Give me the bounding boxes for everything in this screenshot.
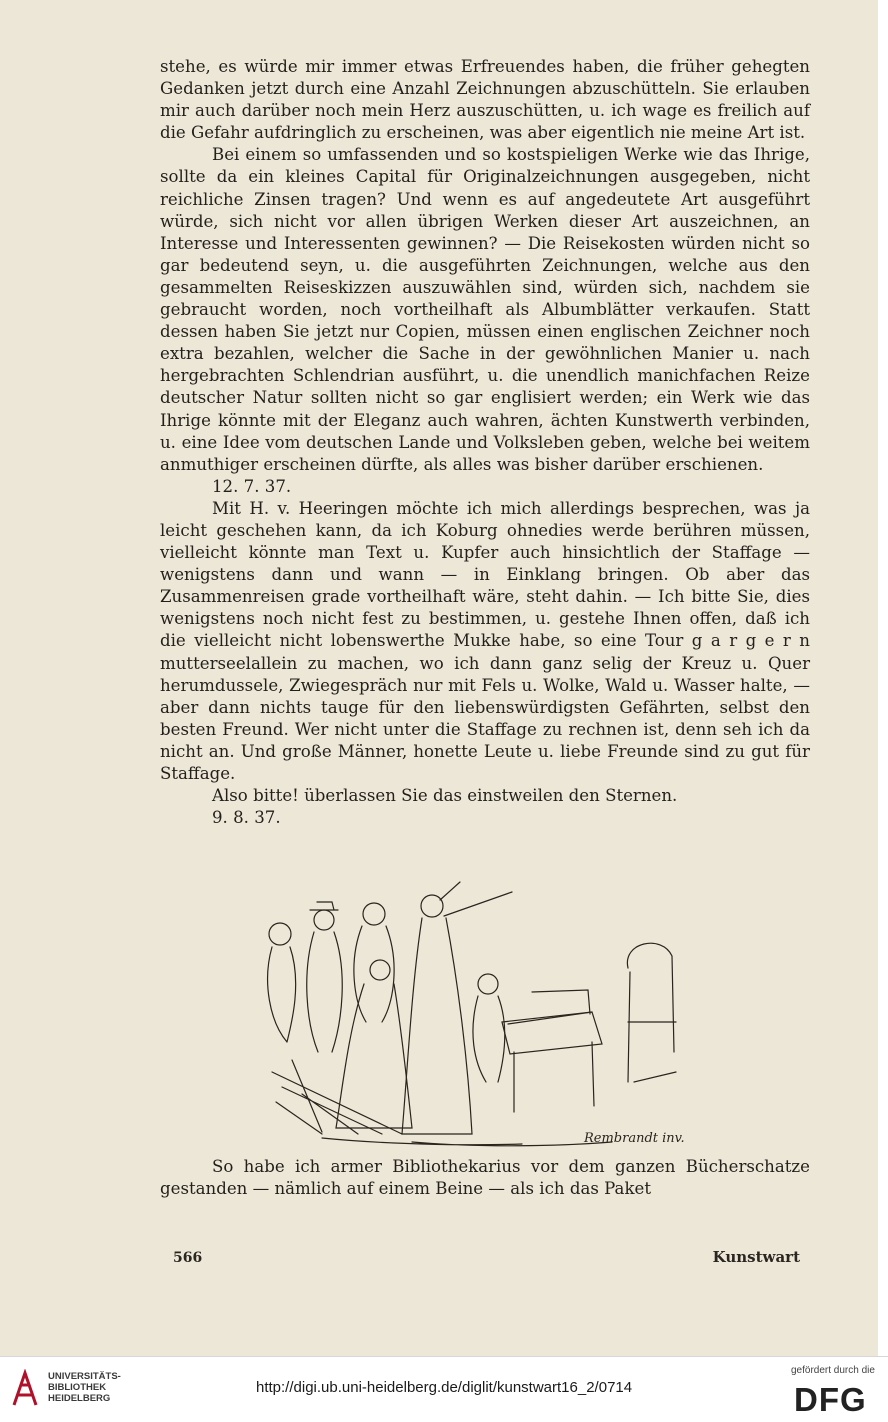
dfg-logo[interactable]: DFG [794,1381,867,1418]
post-illustration-text [160,1156,810,1200]
viewer-footer [0,1356,888,1422]
page-number: 566 [173,1250,203,1266]
paragraph-4: Also bitte! überlassen Sie das einstweilen den Sternen. [212,786,678,806]
running-title: Kunstwart [712,1248,800,1266]
paragraph-5: So habe ich armer Bibliothekarius vor dem ganzen Bücherschatze gestanden — nämlich auf einem Beine — als ich das Paket [160,1157,810,1199]
letter-date-1: 12. 7. 37. [212,476,292,496]
page-body [160,56,810,829]
university-library-logo-icon[interactable] [10,1369,40,1409]
library-name-line-1: UNIVERSITÄTS- [48,1371,121,1382]
paragraph-3: Mit H. v. Heeringen möchte ich mich allerdings besprechen, was ja leicht geschehen kann, da ich Koburg ohnedies werde berühren müssen, vielleicht könnte man Text u. Kupfer auch hinsichtlich der Staffage — wenigstens dann und wann — in Einklang bringen. Ob aber das Zusammenreisen grade vortheilhaft wäre, steht dahin. — Ich bitte Sie, dies wenigstens noch nicht fest zu bestimmen, u. gestehe Ihnen offen, daß ich die vielleicht nicht lobenswerthe Mukke habe, so eine Tour g a r g e r n mutterseelallein zu machen, wo ich dann ganz selig der Kreuz u. Quer herumdussele, Zwiegespräch nur mit Fels u. Wolke, Wald u. Wasser halte, — aber dann nichts tauge für den liebenswürdigsten Gefährten, selbst den besten Freund. Wer nicht unter die Staffage zu rechnen ist, denn seh ich da nicht an. Und große Männer, honette Leute u. liebe Freunde sind zu gut für Staffage. [160,498,810,783]
letter-date-2: 9. 8. 37. [212,808,281,828]
illustration-signature: Rembrandt inv. [584,1131,685,1146]
library-name-line-3: HEIDELBERG [48,1393,111,1404]
paragraph-1: stehe, es würde mir immer etwas Erfreuendes haben, die früher gehegten Gedanken jetzt durch eine Anzahl Zeichnungen abzuschütteln. Sie erlauben mir auch darüber noch mein Herz auszuschütten, u. ich wage es freilich auf die Gefahr aufdringlich zu erscheinen, was aber eigentlich nie meine Art ist. [160,57,810,143]
library-name [48,1371,121,1404]
library-name-line-2: BIBLIOTHEK [48,1382,107,1393]
permalink-url[interactable]: http://digi.ub.uni-heidelberg.de/diglit/kunstwart16_2/0714 [256,1379,633,1396]
illustration-sketch [262,872,732,1152]
paragraph-2: Bei einem so umfassenden und so kostspieligen Werke wie das Ihrige, sollte da ein kleines Capital für Originalzeichnungen ausgegeben, nicht reichliche Zinsen tragen? Und wenn es auf angedeutete Art ausgeführt würde, sich nicht vor allen übrigen Werken dieser Art auszeichnen, an Interesse und Interessenten gewinnen? — Die Reisekosten würden nicht so gar bedeutend seyn, u. die ausgeführten Zeichnungen, welche aus den gesammelten Reiseskizzen auszuwählen sind, würden sich, nachdem sie gebraucht worden, noch vortheilhaft als Albumblätter verkaufen. Statt dessen haben Sie jetzt nur Copien, müssen einen englischen Zeichner noch extra bezahlen, welcher die Sache in der gewöhnlichen Manier u. nach hergebrachten Schlendrian ausführt, u. die unendlich manichfachen Reize deutscher Natur sollten nicht so gar englisiert werden; ein Werk wie das Ihrige könnte mit der Eleganz auch wahren, ächten Kunstwerth verbinden, u. eine Idee vom deutschen Lande und Volksleben geben, welche bei weitem anmuthiger erscheinen dürfte, als alles was bisher darüber erschienen. [160,145,810,474]
funding-note: gefördert durch die [791,1365,875,1376]
